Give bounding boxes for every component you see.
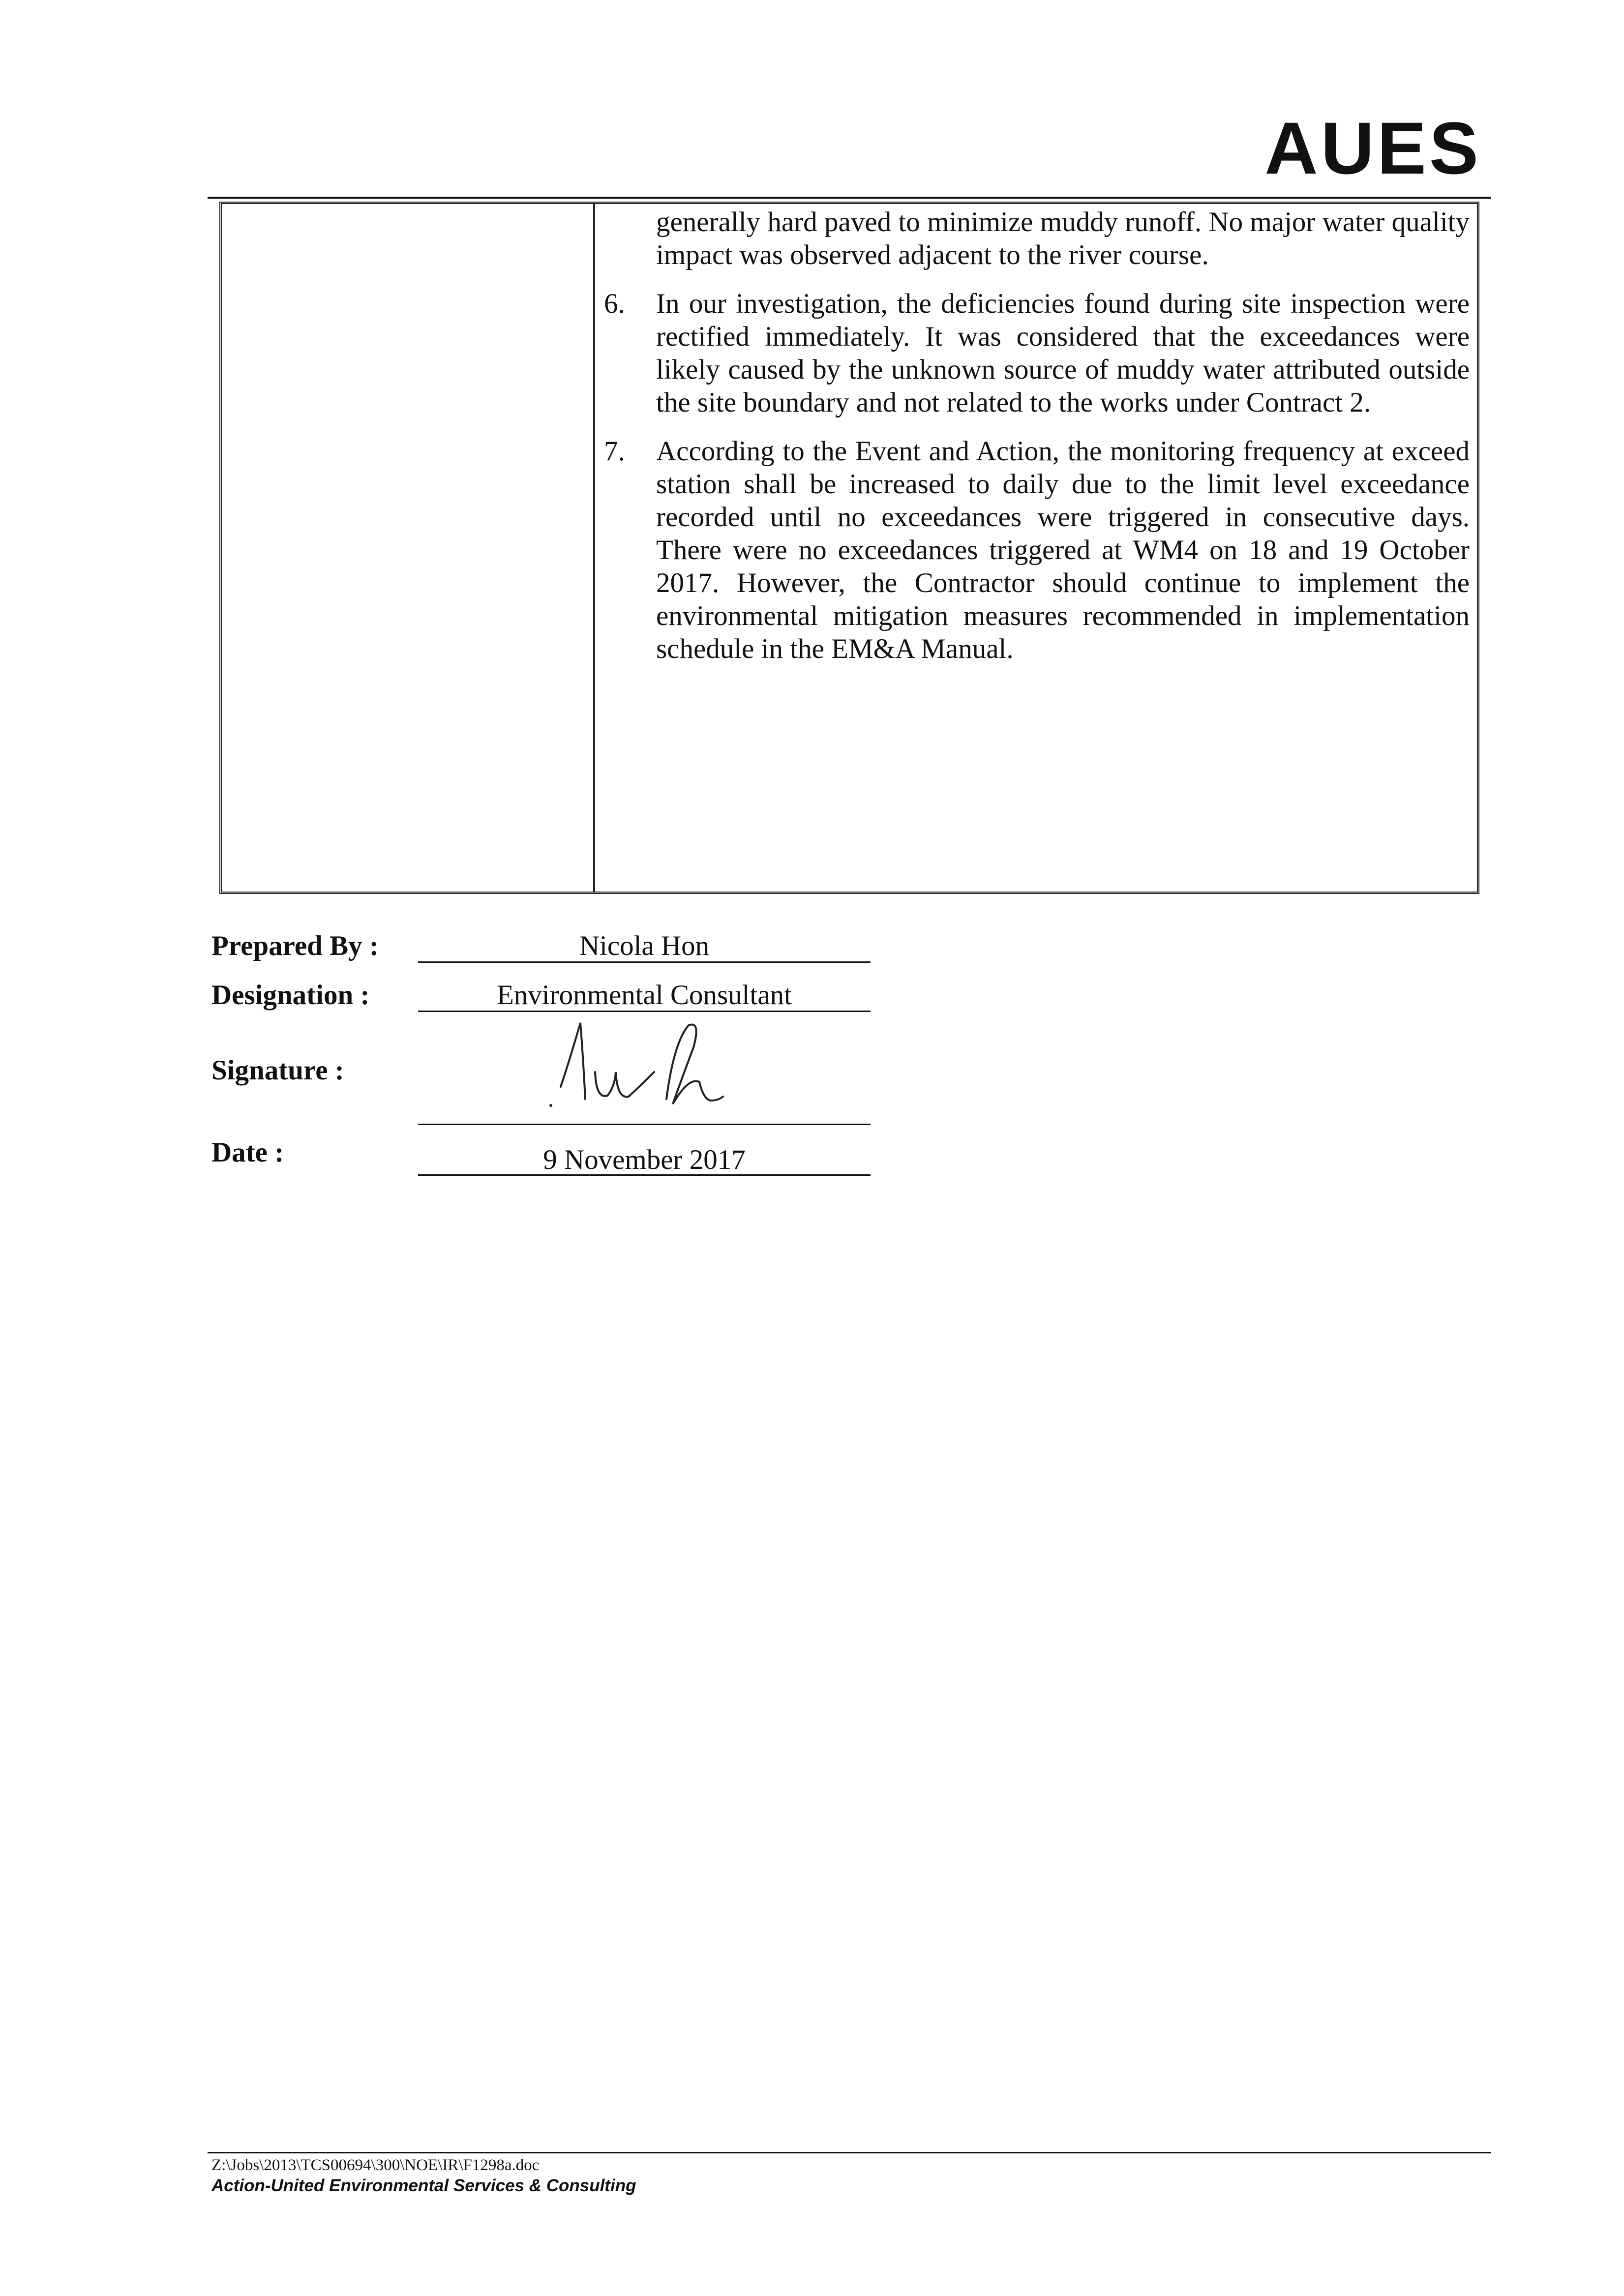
table-column-divider xyxy=(593,204,595,892)
designation-underline xyxy=(418,1011,871,1012)
continuation-paragraph: generally hard paved to minimize muddy runoff. No major water quality impact was observed adjacent to the river course. xyxy=(656,207,1470,270)
list-item-text: According to the Event and Action, the monitoring frequency at exceed station shall be increased to daily due to the limit level exceedance recorded until no exceedances were triggered in consecutive days. There were no exceedances triggered at WM4 on 18 and 19 October 2017. However, the Contractor should continue to implement the environmental mitigation measures recommended in implementation schedule in the EM&A Manual. xyxy=(656,436,1470,664)
list-item-number: 6. xyxy=(604,288,625,319)
footer-company-name: Action-United Environmental Services & Consulting xyxy=(211,2176,636,2195)
footer-file-path: Z:\Jobs\2013\TCS00694\300\NOE\IR\F1298a.doc xyxy=(211,2156,540,2174)
company-logo: AUES xyxy=(1264,107,1481,189)
signature-underline xyxy=(418,1124,871,1125)
handwritten-signature xyxy=(541,1013,748,1126)
list-item-number: 7. xyxy=(604,436,625,467)
date-label: Date : xyxy=(211,1137,284,1168)
date-value: 9 November 2017 xyxy=(543,1144,746,1175)
prepared-by-value: Nicola Hon xyxy=(579,930,710,961)
footer-rule xyxy=(208,2152,1491,2153)
list-item-text: In our investigation, the deficiencies found during site inspection were rectified immediately. It was considered that the exceedances were likely caused by the unknown source of muddy water attributed outside the site boundary and not related to the works under Contract 2. xyxy=(656,288,1470,418)
list-item xyxy=(604,435,1470,665)
table-right-cell xyxy=(604,206,1470,665)
date-underline xyxy=(418,1174,871,1176)
list-item xyxy=(604,287,1470,419)
signature-label: Signature : xyxy=(211,1055,344,1086)
designation-value: Environmental Consultant xyxy=(496,980,792,1011)
header-rule xyxy=(208,197,1491,199)
designation-label: Designation : xyxy=(211,980,370,1011)
prepared-by-underline xyxy=(418,961,871,963)
prepared-by-label: Prepared By : xyxy=(211,930,379,961)
